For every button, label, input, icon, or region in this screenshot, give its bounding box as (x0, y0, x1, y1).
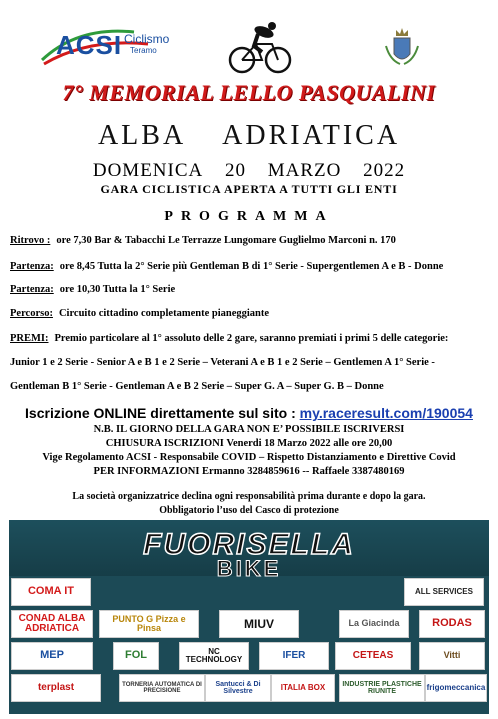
row-text: ore 8,45 Tutta la 2° Serie più Gentleman B di 1° Serie - Supergentlemen A e B - Donne (59, 261, 444, 272)
sponsor-logo-punto-g: PUNTO G Pizza e Pinsa (99, 610, 199, 638)
row-label: Partenza: (10, 284, 54, 295)
event-subtitle: GARA CICLISTICA APERTA A TUTTI GLI ENTI (100, 182, 398, 196)
sponsor-logo-miuv: MIUV (219, 610, 299, 638)
row-premi (10, 333, 448, 344)
fuorisella-logo: FUORISELLA (143, 528, 355, 561)
city-word-2: ADRIATICA (222, 120, 401, 151)
sponsor-logo-la-giacinda: La Giacinda (339, 610, 409, 638)
date-year: 2022 (363, 160, 406, 181)
sponsor-logo-terplast: terplast (11, 674, 101, 702)
sponsor-logo-coma: COMA IT (11, 578, 91, 606)
row-partenza-2 (10, 284, 175, 295)
disclaimer-line-1: La società organizzatrice declina ogni responsabilità prima durante e dopo la gara. (72, 491, 426, 502)
note-line-2: CHIUSURA ISCRIZIONI Venerdi 18 Marzo 2022 alle ore 20,00 (105, 438, 393, 449)
bike-logo: BIKE (216, 556, 282, 581)
acsi-teramo-text: Teramo (130, 46, 157, 55)
row-label: Percorso: (10, 308, 53, 319)
sponsor-logo-rodas: RODAS (419, 610, 485, 638)
sponsor-logo-ceteas: CETEAS (335, 642, 411, 670)
sponsor-logo-santucci: Santucci & Di Silvestre (205, 674, 271, 702)
sponsor-logo-italia-box: ITALIA BOX (271, 674, 335, 702)
sponsor-banner (9, 520, 489, 714)
sponsor-logo-all-services: ALL SERVICES (404, 578, 484, 606)
registration-line (0, 405, 498, 421)
acsi-logo-text: ACSI (56, 30, 123, 60)
event-date (0, 160, 498, 182)
acsi-ciclismo-text: Ciclismo (124, 32, 170, 46)
event-title: 7° MEMORIAL LELLO PASQUALINI (62, 80, 436, 105)
date-day: 20 (225, 160, 246, 181)
banner-header (9, 520, 489, 581)
programma-heading: PROGRAMMA (164, 209, 334, 224)
sponsor-logo-mep: MEP (11, 642, 93, 670)
categories-line-2: Gentleman B 1° Serie - Gentleman A e B 2 Serie – Super G. A – Super G. B – Donne (10, 381, 384, 392)
sponsor-tiles (9, 578, 489, 714)
sponsor-logo-nc-technology: NC TECHNOLOGY (179, 642, 249, 670)
categories-line-1: Junior 1 e 2 Serie - Senior A e B 1 e 2 Serie – Veterani A e B 1 e 2 Serie – Gentlemen A 1° Serie - (10, 357, 435, 368)
row-text: Premio particolare al 1° assoluto delle 2 gare, saranno premiati i primi 5 delle categorie: (54, 333, 449, 344)
sponsor-logo-conad: CONAD ALBA ADRIATICA (11, 610, 93, 638)
note-line-4: PER INFORMAZIONI Ermanno 3284859616 -- Raffaele 3387480169 (93, 466, 405, 477)
disclaimer-line-2: Obbligatorio l’uso del Casco di protezione (159, 505, 339, 516)
registration-link[interactable]: my.raceresult.com/190054 (299, 405, 473, 421)
acsi-logo (38, 22, 208, 68)
sponsor-logo-sponsor-script: Vitti (419, 642, 485, 670)
sponsor-logo-fol: FOL (113, 642, 159, 670)
row-label: Ritrovo : (10, 235, 51, 246)
registration-text: Iscrizione ONLINE direttamente sul sito : (25, 405, 300, 421)
row-text: Circuito cittadino completamente pianeggiante (58, 308, 270, 319)
date-month: MARZO (267, 160, 342, 181)
city-word-1: ALBA (97, 120, 187, 151)
town-crest-icon (382, 26, 422, 70)
sponsor-logo-ifer: IFER (259, 642, 329, 670)
date-weekday: DOMENICA (92, 160, 204, 181)
row-ritrovo (10, 235, 396, 246)
row-partenza-1 (10, 261, 443, 272)
cyclist-icon (228, 18, 292, 74)
sponsor-logo-frigomeccanica: frigomeccanica (425, 674, 487, 702)
sponsor-logo-industrie-plastiche: INDUSTRIE PLASTICHE RIUNITE (339, 674, 425, 702)
note-line-3: Vige Regolamento ACSI - Responsabile COVID – Rispetto Distanziamento e Direttive Covid (42, 452, 456, 463)
row-label: PREMI: (10, 333, 49, 344)
header-logos (0, 12, 498, 74)
sponsor-logo-tf-torneria: TORNERIA AUTOMATICA DI PRECISIONE (119, 674, 205, 702)
row-text: ore 10,30 Tutta la 1° Serie (59, 284, 176, 295)
row-text: ore 7,30 Bar & Tabacchi Le Terrazze Lungomare Guglielmo Marconi n. 170 (56, 235, 396, 246)
row-percorso (10, 308, 269, 319)
city-name (0, 120, 498, 152)
row-label: Partenza: (10, 261, 54, 272)
note-line-1: N.B. IL GIORNO DELLA GARA NON E’ POSSIBILE ISCRIVERSI (93, 424, 405, 435)
